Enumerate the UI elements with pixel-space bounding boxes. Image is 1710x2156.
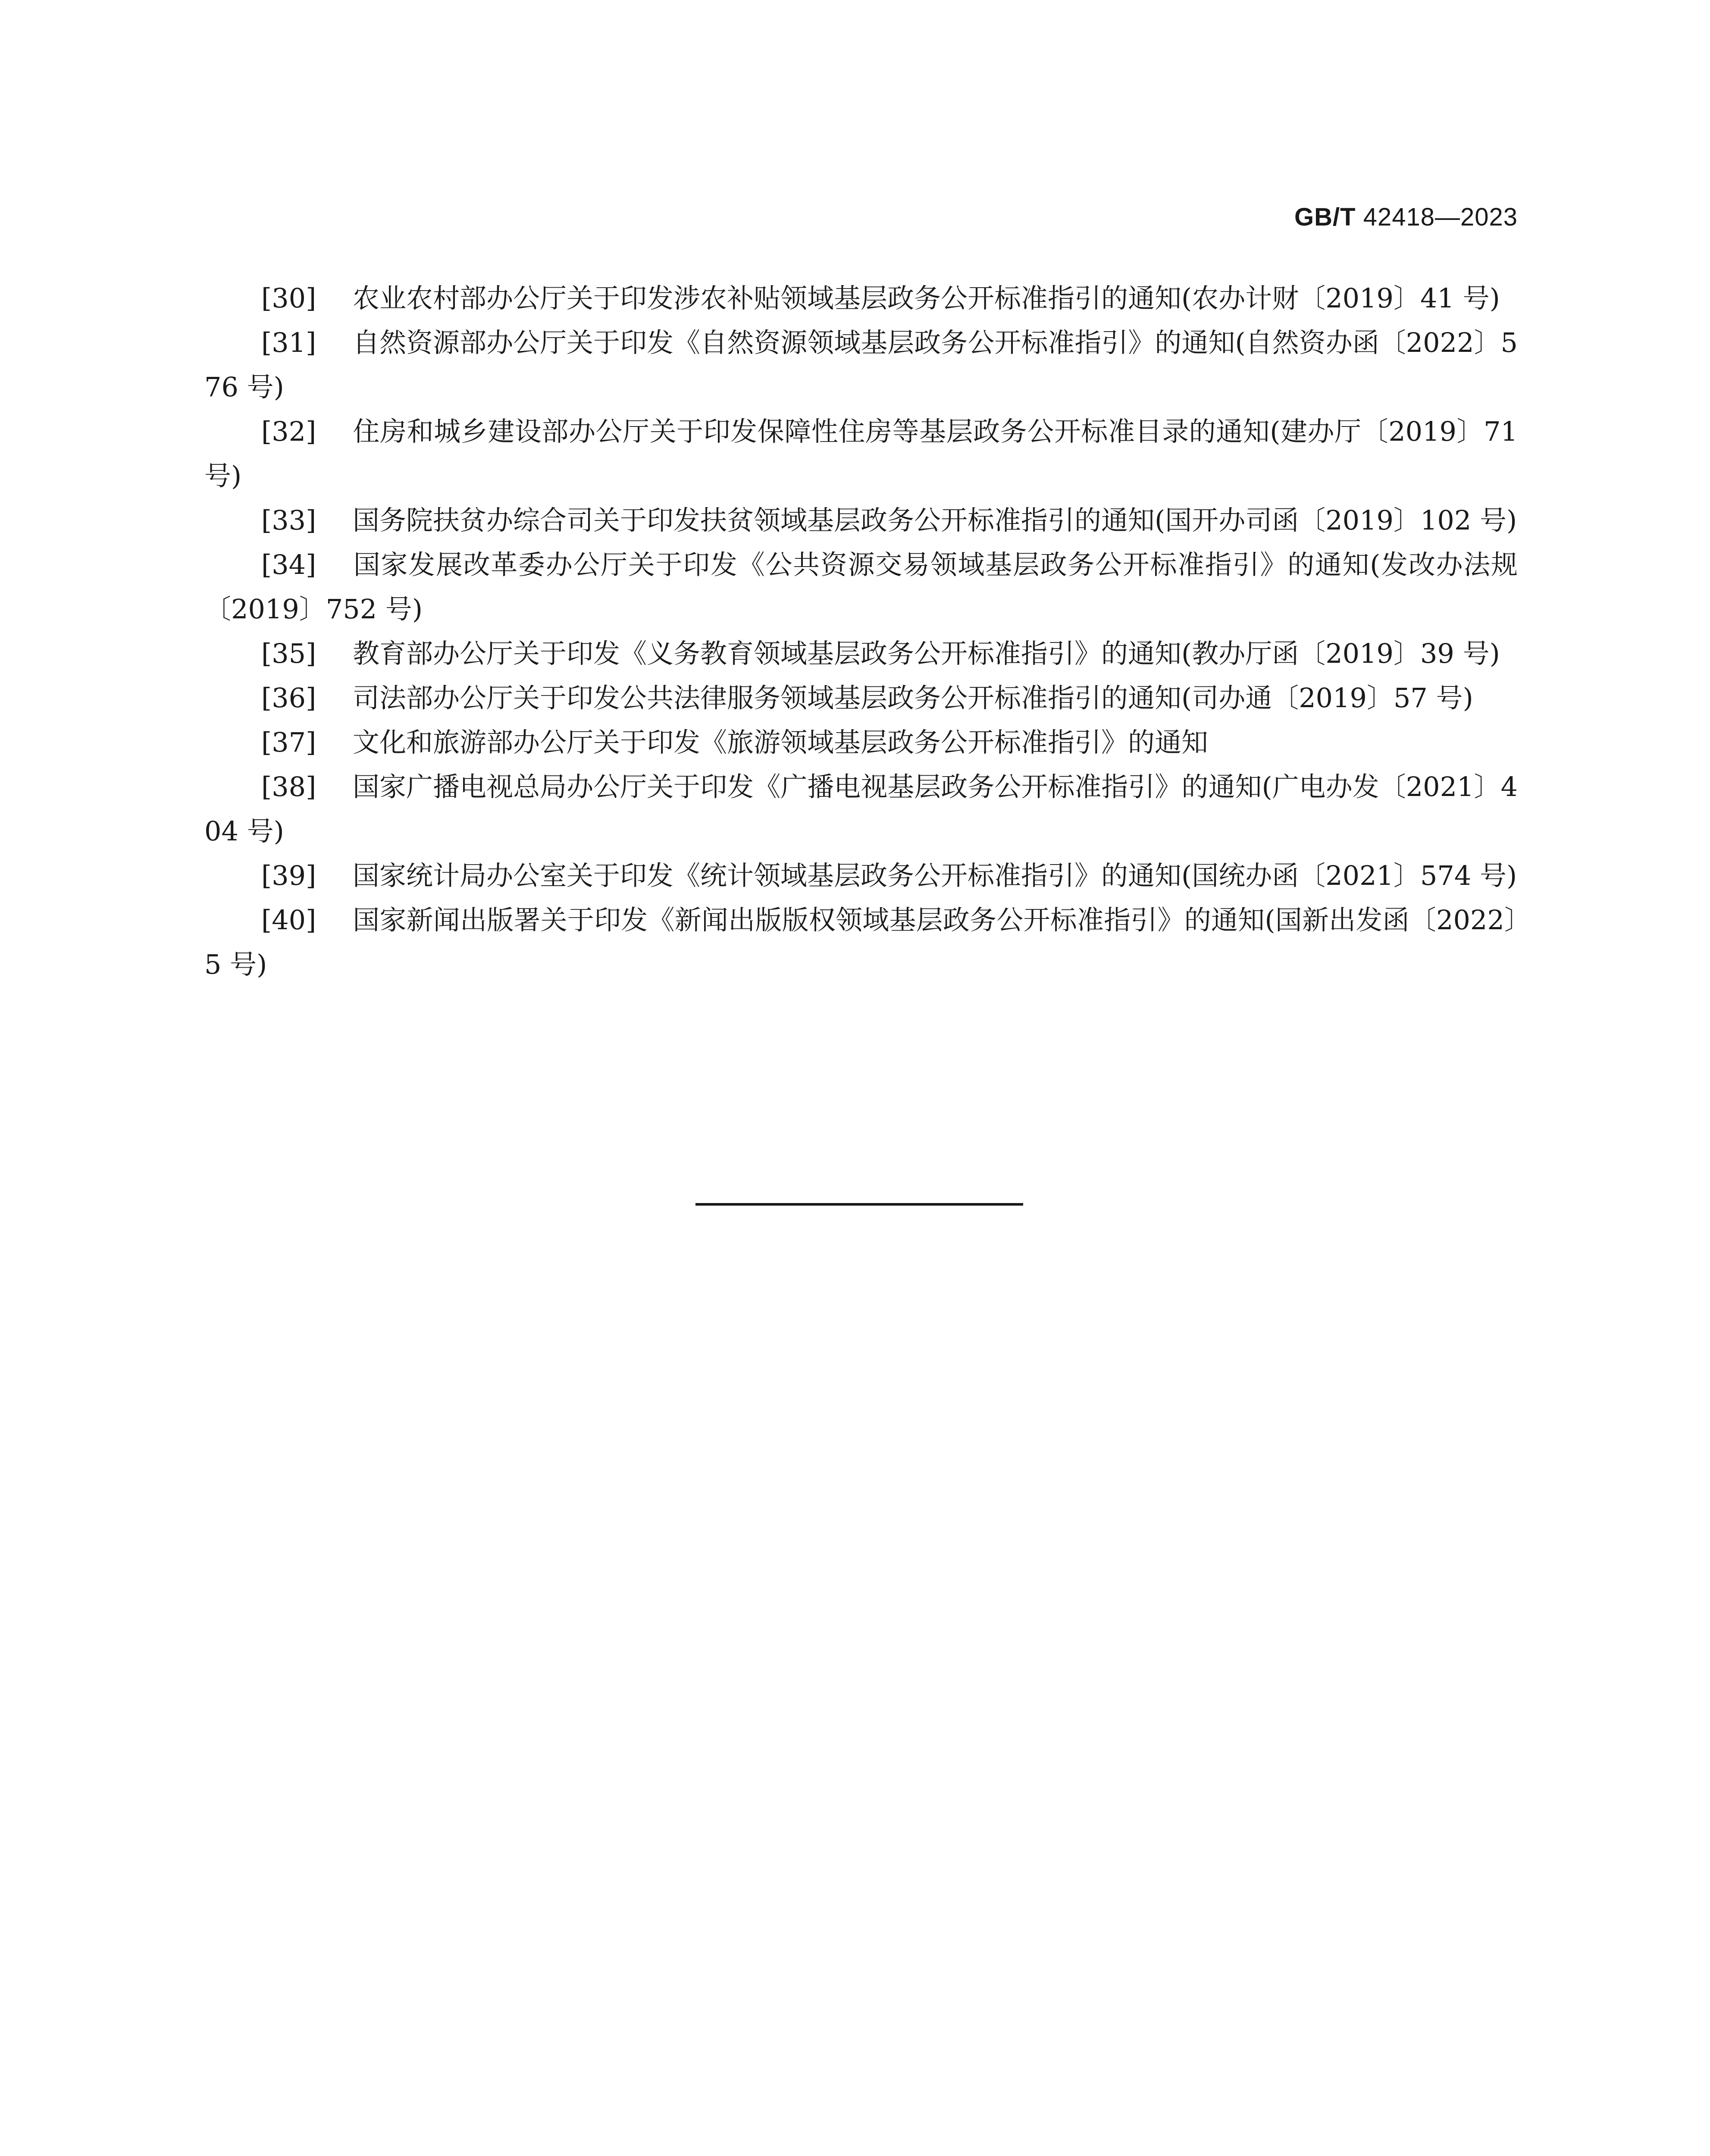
reference-item — [204, 853, 1518, 898]
reference-text: 农业农村部办公厅关于印发涉农补贴领域基层政务公开标准指引的通知(农办计财〔2019〕41 号) — [353, 282, 1500, 314]
reference-text: 国务院扶贫办综合司关于印发扶贫领域基层政务公开标准指引的通知(国开办司函〔2019〕102 号) — [353, 505, 1517, 536]
reference-item — [204, 542, 1518, 631]
reference-text: 司法部办公厅关于印发公共法律服务领域基层政务公开标准指引的通知(司办通〔2019〕57 号) — [353, 682, 1473, 714]
reference-number: [34] — [261, 549, 316, 580]
reference-item — [204, 631, 1518, 676]
reference-number: [31] — [261, 327, 316, 358]
reference-number: [33] — [261, 505, 316, 536]
reference-number: [39] — [261, 860, 316, 891]
reference-text: 住房和城乡建设部办公厅关于印发保障性住房等基层政务公开标准目录的通知(建办厅〔2019〕71 号) — [204, 416, 1518, 492]
reference-number: [40] — [261, 904, 316, 936]
reference-item — [204, 676, 1518, 720]
standard-number: 42418—2023 — [1363, 203, 1518, 231]
reference-item — [204, 898, 1518, 987]
standard-number-header — [1294, 203, 1518, 232]
reference-text: 自然资源部办公厅关于印发《自然资源领域基层政务公开标准指引》的通知(自然资办函〔2022〕576 号) — [204, 327, 1518, 403]
reference-number: [35] — [261, 638, 316, 669]
reference-item — [204, 409, 1518, 498]
reference-item — [204, 276, 1518, 320]
reference-number: [37] — [261, 727, 316, 758]
end-of-document-rule — [695, 1203, 1023, 1206]
reference-number: [36] — [261, 682, 316, 714]
reference-text: 国家统计局办公室关于印发《统计领域基层政务公开标准指引》的通知(国统办函〔2021〕574 号) — [353, 860, 1517, 891]
reference-item — [204, 765, 1518, 853]
reference-text: 国家新闻出版署关于印发《新闻出版版权领域基层政务公开标准指引》的通知(国新出发函〔2022〕5 号) — [204, 904, 1518, 980]
standard-prefix: GB/T — [1294, 203, 1356, 231]
reference-item — [204, 498, 1518, 542]
reference-text: 国家发展改革委办公厅关于印发《公共资源交易领域基层政务公开标准指引》的通知(发改办法规〔2019〕752 号) — [204, 549, 1518, 625]
reference-list — [204, 276, 1518, 987]
reference-text: 国家广播电视总局办公厅关于印发《广播电视基层政务公开标准指引》的通知(广电办发〔2021〕404 号) — [204, 771, 1518, 847]
reference-item — [204, 320, 1518, 409]
reference-item — [204, 720, 1518, 765]
reference-number: [32] — [261, 416, 316, 447]
reference-text: 文化和旅游部办公厅关于印发《旅游领域基层政务公开标准指引》的通知 — [353, 727, 1209, 758]
reference-number: [38] — [261, 771, 316, 802]
reference-number: [30] — [261, 282, 316, 314]
reference-text: 教育部办公厅关于印发《义务教育领域基层政务公开标准指引》的通知(教办厅函〔2019〕39 号) — [353, 638, 1500, 669]
